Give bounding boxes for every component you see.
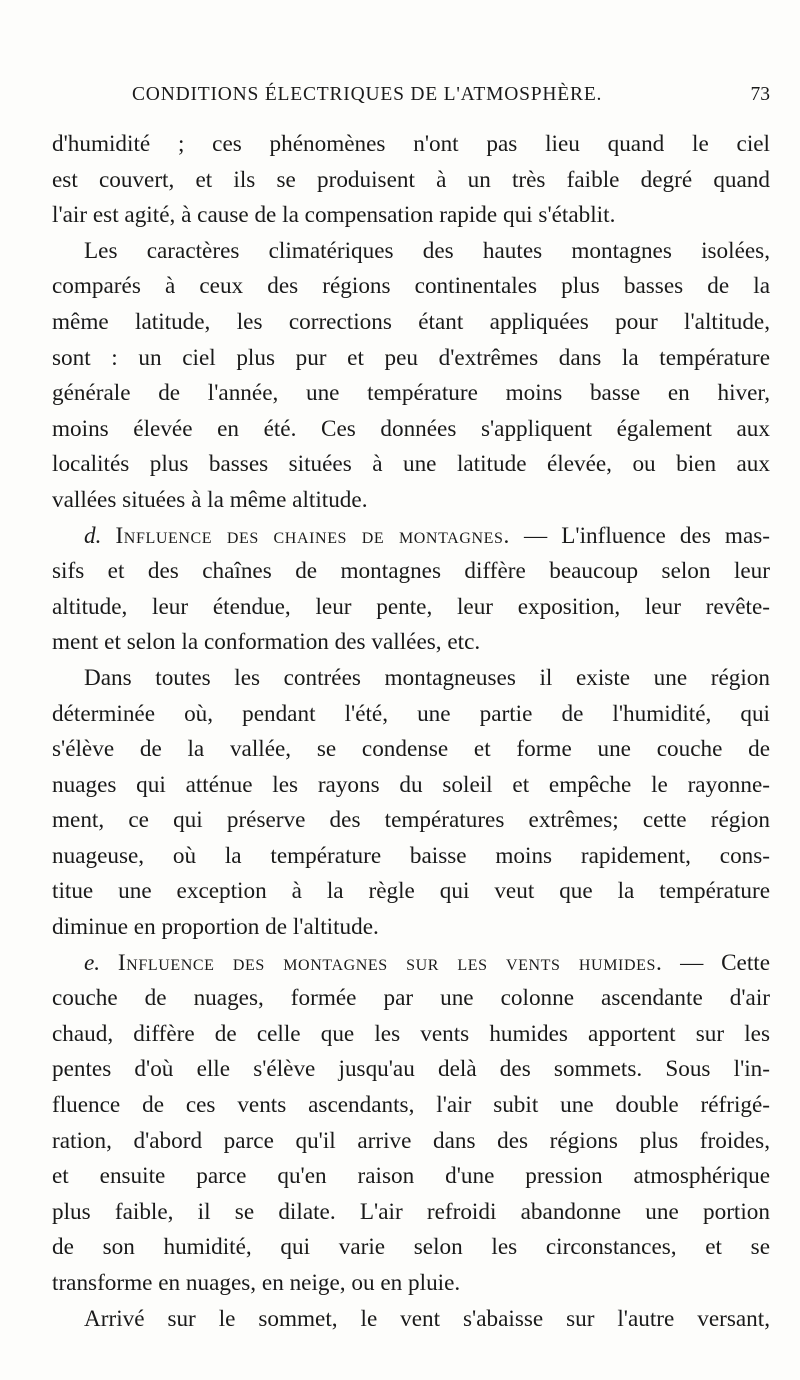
text-line: s'élève de la vallée, se condense et forme une couche de (52, 736, 770, 763)
text-line: Dans toutes les contrées montagneuses il existe une région (84, 664, 770, 691)
text-line: et ensuite parce qu'en raison d'une pression atmosphérique (52, 1163, 770, 1190)
section-heading-line (52, 519, 770, 555)
text-line: couche de nuages, formée par une colonne ascendante d'air (52, 985, 770, 1012)
text-line: vallées situées à la même altitude. (52, 486, 368, 513)
body-text (52, 127, 770, 1337)
text-line: chaud, diffère de celle que les vents humides apportent sur les (52, 1020, 770, 1047)
text-line: sont : un ciel plus pur et peu d'extrêmes dans la température (52, 344, 770, 371)
text-line: fluence de ces vents ascendants, l'air subit une double réfrigé- (52, 1092, 770, 1119)
text-line: déterminée où, pendant l'été, une partie de l'humidité, qui (52, 700, 770, 727)
text-line: comparés à ceux des régions continentales plus basses de la (52, 273, 770, 300)
text-line: sifs et des chaînes de montagnes diffère beaucoup selon leur (52, 558, 770, 585)
text-line: ment et selon la conformation des vallées, etc. (52, 629, 481, 656)
section-letter: d. (84, 522, 102, 549)
text-line: est couvert, et ils se produisent à un très faible degré quand (52, 166, 770, 193)
section-heading: Influence des chaines de montagnes. (115, 522, 510, 549)
page-number: 73 (750, 84, 770, 105)
text-line: titue une exception à la règle qui veut que la température (52, 878, 770, 905)
text-line: pentes d'où elle s'élève jusqu'au delà des sommets. Sous l'in- (52, 1056, 770, 1083)
text-line: ment, ce qui préserve des températures extrêmes; cette région (52, 807, 770, 834)
section-letter: e. (84, 949, 101, 976)
section-heading-text: — Cette (662, 949, 770, 976)
text-line: nuages qui atténue les rayons du soleil et empêche le rayonne- (52, 771, 770, 798)
text-line: nuageuse, où la température baisse moins rapidement, cons- (52, 842, 770, 869)
text-line: générale de l'année, une température moins basse en hiver, (52, 380, 770, 407)
running-head (94, 84, 770, 114)
text-line: de son humidité, qui varie selon les circonstances, et se (52, 1234, 770, 1261)
text-line: diminue en proportion de l'altitude. (52, 914, 379, 941)
text-line: Les caractères climatériques des hautes montagnes isolées, (84, 237, 770, 264)
text-line: altitude, leur étendue, leur pente, leur exposition, leur revête- (52, 593, 770, 620)
text-line: ration, d'abord parce qu'il arrive dans des régions plus froides, (52, 1127, 770, 1154)
running-title: CONDITIONS ÉLECTRIQUES DE L'ATMOSPHÈRE. (132, 84, 603, 105)
section-heading-line (52, 946, 770, 982)
text-line: transforme en nuages, en neige, ou en pluie. (52, 1270, 461, 1296)
text-line: d'humidité ; ces phénomènes n'ont pas lieu quand le ciel (52, 131, 770, 157)
text-line: plus faible, il se dilate. L'air refroidi abandonne une portion (52, 1198, 770, 1225)
text-line: l'air est agité, à cause de la compensation rapide qui s'établit. (52, 202, 616, 229)
text-line: localités plus basses situées à une latitude élevée, ou bien aux (52, 451, 770, 478)
text-line: même latitude, les corrections étant appliquées pour l'altitude, (52, 308, 770, 335)
section-heading: Influence des montagnes sur les vents humides. (117, 949, 663, 976)
section-heading-text: — L'influence des mas- (509, 522, 770, 549)
text-line: Arrivé sur le sommet, le vent s'abaisse sur l'autre versant, (84, 1305, 770, 1332)
text-line: moins élevée en été. Ces données s'appliquent également aux (52, 415, 770, 442)
